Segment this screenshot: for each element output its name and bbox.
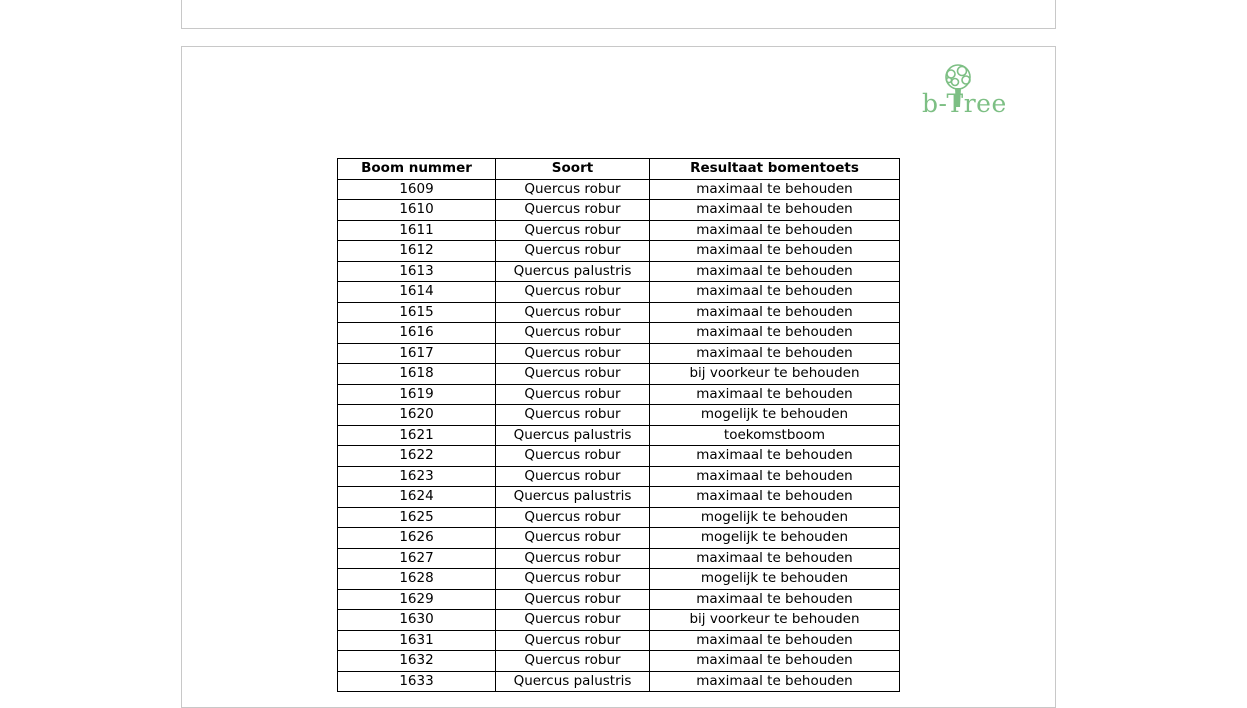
table-row (338, 425, 900, 446)
cell-soort: Quercus robur (496, 323, 650, 344)
cell-boom-nummer: 1629 (338, 589, 496, 610)
cell-soort: Quercus robur (496, 343, 650, 364)
header-boom-nummer: Boom nummer (338, 159, 496, 180)
table-row (338, 446, 900, 467)
table-row (338, 179, 900, 200)
cell-boom-nummer: 1626 (338, 528, 496, 549)
table-row (338, 364, 900, 385)
cell-resultaat: maximaal te behouden (650, 671, 900, 692)
cell-resultaat: maximaal te behouden (650, 589, 900, 610)
cell-resultaat: bij voorkeur te behouden (650, 364, 900, 385)
cell-boom-nummer: 1625 (338, 507, 496, 528)
cell-boom-nummer: 1611 (338, 220, 496, 241)
table-row (338, 610, 900, 631)
table-row (338, 569, 900, 590)
table-row (338, 302, 900, 323)
table-row (338, 651, 900, 672)
cell-soort: Quercus robur (496, 610, 650, 631)
cell-resultaat: maximaal te behouden (650, 220, 900, 241)
cell-resultaat: maximaal te behouden (650, 282, 900, 303)
cell-boom-nummer: 1632 (338, 651, 496, 672)
cell-boom-nummer: 1630 (338, 610, 496, 631)
table-row (338, 671, 900, 692)
cell-resultaat: maximaal te behouden (650, 651, 900, 672)
previous-page (181, 0, 1056, 29)
cell-boom-nummer: 1621 (338, 425, 496, 446)
cell-soort: Quercus robur (496, 384, 650, 405)
cell-boom-nummer: 1614 (338, 282, 496, 303)
table-row (338, 343, 900, 364)
table-row (338, 384, 900, 405)
cell-soort: Quercus robur (496, 446, 650, 467)
cell-resultaat: mogelijk te behouden (650, 569, 900, 590)
cell-boom-nummer: 1623 (338, 466, 496, 487)
b-tree-logo (922, 63, 1014, 119)
cell-soort: Quercus robur (496, 179, 650, 200)
cell-boom-nummer: 1622 (338, 446, 496, 467)
table-row (338, 323, 900, 344)
cell-soort: Quercus robur (496, 507, 650, 528)
cell-resultaat: maximaal te behouden (650, 630, 900, 651)
cell-boom-nummer: 1610 (338, 200, 496, 221)
tree-assessment-table (337, 158, 900, 692)
table-row (338, 220, 900, 241)
cell-soort: Quercus robur (496, 630, 650, 651)
cell-resultaat: maximaal te behouden (650, 200, 900, 221)
cell-soort: Quercus palustris (496, 671, 650, 692)
cell-boom-nummer: 1619 (338, 384, 496, 405)
table-row (338, 282, 900, 303)
cell-boom-nummer: 1628 (338, 569, 496, 590)
cell-resultaat: maximaal te behouden (650, 343, 900, 364)
cell-soort: Quercus palustris (496, 261, 650, 282)
table-row (338, 241, 900, 262)
cell-soort: Quercus robur (496, 302, 650, 323)
cell-boom-nummer: 1616 (338, 323, 496, 344)
cell-resultaat: maximaal te behouden (650, 548, 900, 569)
table-row (338, 466, 900, 487)
cell-resultaat: maximaal te behouden (650, 302, 900, 323)
cell-boom-nummer: 1620 (338, 405, 496, 426)
cell-soort: Quercus robur (496, 405, 650, 426)
cell-boom-nummer: 1618 (338, 364, 496, 385)
cell-resultaat: maximaal te behouden (650, 384, 900, 405)
cell-soort: Quercus robur (496, 220, 650, 241)
cell-boom-nummer: 1613 (338, 261, 496, 282)
cell-boom-nummer: 1633 (338, 671, 496, 692)
table-row (338, 528, 900, 549)
table-row (338, 261, 900, 282)
cell-boom-nummer: 1617 (338, 343, 496, 364)
cell-boom-nummer: 1624 (338, 487, 496, 508)
cell-soort: Quercus robur (496, 241, 650, 262)
cell-resultaat: maximaal te behouden (650, 487, 900, 508)
cell-boom-nummer: 1612 (338, 241, 496, 262)
cell-boom-nummer: 1627 (338, 548, 496, 569)
document-page (181, 46, 1056, 708)
cell-resultaat: mogelijk te behouden (650, 405, 900, 426)
table-header-row (338, 159, 900, 180)
cell-soort: Quercus palustris (496, 487, 650, 508)
table-row (338, 630, 900, 651)
cell-resultaat: maximaal te behouden (650, 466, 900, 487)
cell-soort: Quercus robur (496, 200, 650, 221)
cell-soort: Quercus robur (496, 548, 650, 569)
cell-boom-nummer: 1615 (338, 302, 496, 323)
cell-soort: Quercus robur (496, 364, 650, 385)
cell-soort: Quercus robur (496, 651, 650, 672)
cell-soort: Quercus robur (496, 282, 650, 303)
cell-resultaat: maximaal te behouden (650, 261, 900, 282)
cell-boom-nummer: 1631 (338, 630, 496, 651)
cell-resultaat: maximaal te behouden (650, 241, 900, 262)
table-row (338, 548, 900, 569)
header-resultaat: Resultaat bomentoets (650, 159, 900, 180)
cell-soort: Quercus palustris (496, 425, 650, 446)
table-row (338, 507, 900, 528)
table-row (338, 405, 900, 426)
cell-soort: Quercus robur (496, 589, 650, 610)
cell-soort: Quercus robur (496, 569, 650, 590)
cell-boom-nummer: 1609 (338, 179, 496, 200)
cell-resultaat: maximaal te behouden (650, 323, 900, 344)
table-row (338, 200, 900, 221)
cell-resultaat: mogelijk te behouden (650, 528, 900, 549)
cell-resultaat: toekomstboom (650, 425, 900, 446)
table-row (338, 589, 900, 610)
cell-resultaat: bij voorkeur te behouden (650, 610, 900, 631)
cell-resultaat: maximaal te behouden (650, 446, 900, 467)
cell-soort: Quercus robur (496, 528, 650, 549)
header-soort: Soort (496, 159, 650, 180)
logo-text: b-Tree (922, 89, 1007, 118)
table-row (338, 487, 900, 508)
cell-soort: Quercus robur (496, 466, 650, 487)
cell-resultaat: mogelijk te behouden (650, 507, 900, 528)
cell-resultaat: maximaal te behouden (650, 179, 900, 200)
